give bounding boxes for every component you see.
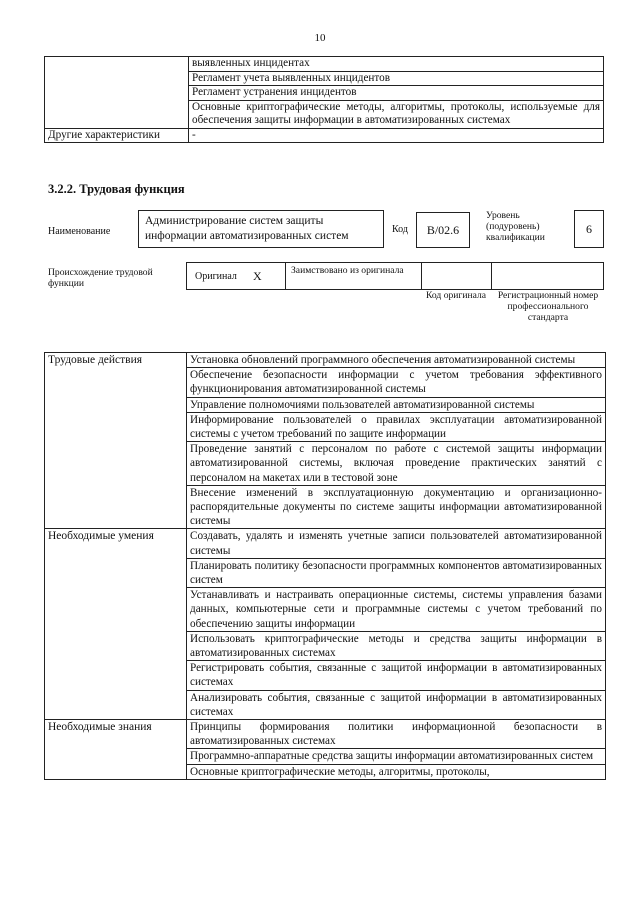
table-cell: Регистрировать события, связанные с защитой информации в автоматизированных системах xyxy=(187,661,606,690)
divider xyxy=(285,262,286,290)
table-cell: Принципы формирования политики информационной безопасности в автоматизированных системах xyxy=(187,720,606,749)
table-row xyxy=(45,57,604,72)
table-cell: Планировать политику безопасности программных компонентов автоматизированных систем xyxy=(187,558,606,587)
table-cell: Использовать криптографические методы и средства защиты информации в автоматизированных системах xyxy=(187,631,606,660)
original-code-label: Код оригинала xyxy=(425,290,487,301)
table-cell: Программно-аппаратные средства защиты информации автоматизированных систем xyxy=(187,749,606,764)
category-cell: Необходимые умения xyxy=(45,529,187,720)
section-title: 3.2.2. Трудовая функция xyxy=(48,182,185,196)
table-cell: Проведение занятий с персоналом по работе с системой защиты информации автоматизированной системы, включая проведение практических занятий с персоналом на макетах или в тестовой зоне xyxy=(187,442,606,486)
page-number: 10 xyxy=(314,32,326,44)
table-row xyxy=(45,529,606,558)
origin-box xyxy=(186,262,604,290)
original-mark: X xyxy=(253,269,262,283)
name-value: Администрирование систем защиты информации автоматизированных систем xyxy=(138,210,384,248)
level-value: 6 xyxy=(574,210,604,248)
divider xyxy=(421,262,422,290)
other-characteristics-value: - xyxy=(189,128,604,143)
empty-category-cell xyxy=(45,57,189,129)
continuation-table xyxy=(44,56,604,143)
origin-label: Происхождение трудовой функции xyxy=(48,267,153,289)
table-cell: выявленных инцидентах xyxy=(189,57,604,72)
table-cell: Основные криптографические методы, алгоритмы, протоколы, используемые для обеспечения защиты информации в автоматизированных системах xyxy=(189,100,604,128)
category-cell: Трудовые действия xyxy=(45,353,187,529)
other-characteristics-label: Другие характеристики xyxy=(45,128,189,143)
table-cell: Информирование пользователей о правилах эксплуатации автоматизированной системы с учетом требований по защите информации xyxy=(187,412,606,441)
divider xyxy=(491,262,492,290)
code-label: Код xyxy=(392,224,408,235)
table-cell: Устанавливать и настраивать операционные системы, системы управления базами данных, компьютерные сети и программные системы с учетом требований по обеспечению защиты информации xyxy=(187,588,606,632)
table-cell: Обеспечение безопасности информации с учетом требования эффективного функционирования автоматизированной системы xyxy=(187,368,606,397)
name-label: Наименование xyxy=(48,226,111,237)
table-cell: Управление полномочиями пользователей автоматизированной системы xyxy=(187,397,606,412)
table-row xyxy=(45,353,606,368)
borrowed-label: Заимствовано из оригинала xyxy=(291,265,404,276)
table-cell: Регламент устранения инцидентов xyxy=(189,86,604,101)
category-cell: Необходимые знания xyxy=(45,720,187,780)
table-cell: Внесение изменений в эксплуатационную документацию и организационно-распорядительные документы по системе защиты информации автоматизированной системы xyxy=(187,485,606,529)
table-row xyxy=(45,128,604,143)
labor-function-table xyxy=(44,352,606,780)
table-cell: Регламент учета выявленных инцидентов xyxy=(189,71,604,86)
table-row xyxy=(45,720,606,749)
original-label: Оригинал xyxy=(195,271,237,282)
table-cell: Анализировать события, связанные с защитой информации в автоматизированных системах xyxy=(187,690,606,719)
table-cell: Установка обновлений программного обеспечения автоматизированной системы xyxy=(187,353,606,368)
registration-number-label: Регистрационный номер профессионального стандарта xyxy=(497,290,599,323)
code-value: В/02.6 xyxy=(416,212,470,248)
level-label: Уровень (подуровень) квалификации xyxy=(486,210,545,243)
table-cell: Основные криптографические методы, алгоритмы, протоколы, xyxy=(187,764,606,779)
table-cell: Создавать, удалять и изменять учетные записи пользователей автоматизированной системы xyxy=(187,529,606,558)
